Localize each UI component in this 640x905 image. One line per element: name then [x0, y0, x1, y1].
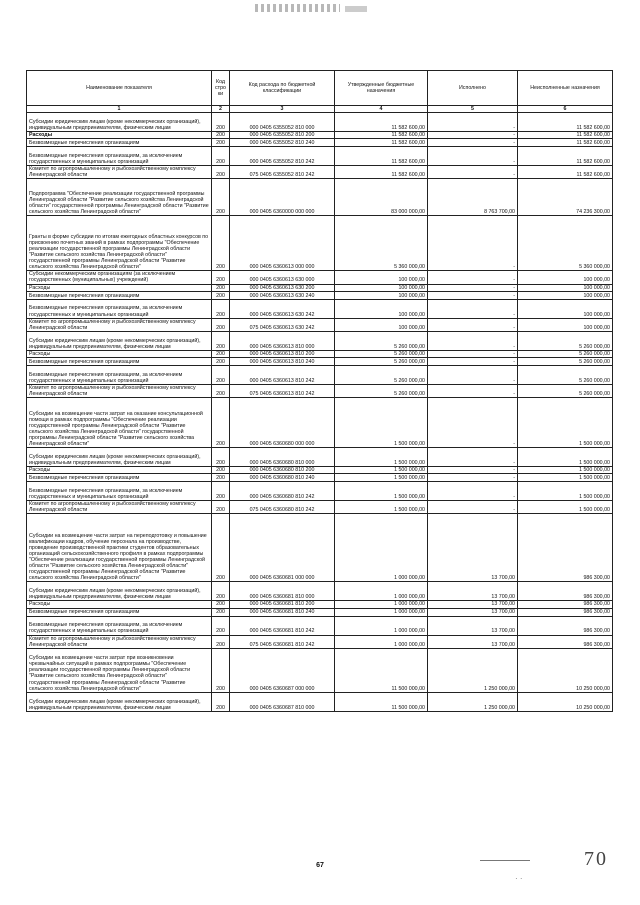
cell-approved: 5 260 000,00 [335, 365, 428, 384]
cell-approved: 1 500 000,00 [335, 398, 428, 448]
cell-code: 000 0405 6360681 810 200 [230, 601, 335, 608]
cell-executed: 13 700,00 [428, 514, 518, 582]
table-row [27, 608, 613, 616]
cell-line: 200 [212, 132, 230, 139]
cell-line: 200 [212, 384, 230, 397]
cell-name: Безвозмездные перечисления организациям, за исключением государственных и муниципальных организаций [27, 616, 212, 635]
cell-name: Безвозмездные перечисления организациям, за исключением государственных и муниципальных организаций [27, 147, 212, 166]
cell-approved: 1 000 000,00 [335, 616, 428, 635]
cell-unexecuted: 5 260 000,00 [518, 384, 613, 397]
table-row [27, 384, 613, 397]
budget-table [26, 70, 613, 712]
table-row [27, 398, 613, 448]
cell-code: 000 0405 6360681 810 000 [230, 582, 335, 601]
cell-unexecuted: 100 000,00 [518, 318, 613, 331]
cell-name: Расходы [27, 132, 212, 139]
cell-executed: - [428, 501, 518, 514]
cell-executed: 13 700,00 [428, 608, 518, 616]
cell-line: 200 [212, 398, 230, 448]
cell-line: 200 [212, 501, 230, 514]
column-index: 4 [335, 106, 428, 113]
cell-approved: 100 000,00 [335, 291, 428, 299]
cell-unexecuted: 1 500 000,00 [518, 474, 613, 482]
cell-approved: 1 500 000,00 [335, 448, 428, 467]
cell-executed: - [428, 448, 518, 467]
cell-name: Комитет по агропромышленному и рыбохозяйственному комплексу Ленинградской области [27, 166, 212, 179]
cell-executed: 1 250 000,00 [428, 648, 518, 692]
cell-code: 075 0405 6360613 630 242 [230, 318, 335, 331]
column-index: 6 [518, 106, 613, 113]
cell-executed: - [428, 147, 518, 166]
cell-name: Расходы [27, 350, 212, 357]
cell-line: 200 [212, 299, 230, 318]
table-row [27, 216, 613, 271]
cell-line: 200 [212, 648, 230, 692]
cell-approved: 11 582 600,00 [335, 132, 428, 139]
cell-unexecuted: 1 500 000,00 [518, 467, 613, 474]
cell-executed: - [428, 350, 518, 357]
cell-name: Безвозмездные перечисления организациям [27, 357, 212, 365]
cell-approved: 5 360 000,00 [335, 216, 428, 271]
cell-name: Расходы [27, 284, 212, 291]
cell-approved: 83 000 000,00 [335, 179, 428, 216]
cell-code: 000 0405 6360680 000 000 [230, 398, 335, 448]
cell-code: 075 0405 6355052 810 242 [230, 166, 335, 179]
cell-executed: - [428, 365, 518, 384]
cell-approved: 1 500 000,00 [335, 482, 428, 501]
cell-unexecuted: 11 582 600,00 [518, 139, 613, 147]
cell-name: Субсидии на возмещение части затрат при возникновении чрезвычайных ситуаций в рамках подпрограммы "Обеспечение реализации государственной программы Ленинградской области "Развитие сельского хозяйства Ленинградской области" государственной программы Ленинградской области "Развитие сельского хозяйства Ленинградской области" [27, 648, 212, 692]
cell-name: Расходы [27, 467, 212, 474]
cell-executed: - [428, 467, 518, 474]
cell-name: Безвозмездные перечисления организациям, за исключением государственных и муниципальных организаций [27, 365, 212, 384]
table-row [27, 648, 613, 692]
cell-executed: - [428, 482, 518, 501]
table-row [27, 291, 613, 299]
cell-executed: - [428, 271, 518, 284]
cell-approved: 11 500 000,00 [335, 648, 428, 692]
cell-approved: 5 260 000,00 [335, 384, 428, 397]
cell-name: Безвозмездные перечисления организациям [27, 139, 212, 147]
cell-name: Субсидии на возмещение части затрат на оказание консультационной помощи в рамках подпрограммы "Обеспечение реализации государственной программы Ленинградской области "Развитие сельского хозяйства Ленинградской области" государственной программы Ленинградской области "Развитие сельского хозяйства Ленинградской области" [27, 398, 212, 448]
cell-approved: 1 500 000,00 [335, 474, 428, 482]
cell-code: 000 0405 6360681 810 240 [230, 608, 335, 616]
cell-line: 200 [212, 357, 230, 365]
cell-name: Субсидии юридическим лицам (кроме некоммерческих организаций), индивидуальным предпринимателям, физическим лицам [27, 692, 212, 711]
cell-approved: 1 000 000,00 [335, 582, 428, 601]
table-row [27, 474, 613, 482]
cell-code: 000 0405 6360613 630 240 [230, 291, 335, 299]
cell-line: 200 [212, 350, 230, 357]
cell-executed: - [428, 132, 518, 139]
cell-unexecuted: 986 300,00 [518, 616, 613, 635]
cell-name: Субсидии на возмещение части затрат на переподготовку и повышение квалификации кадров, обучение персонала на производстве, проведение производственной практики студентов образовательных организаций сельскохозяйственного профиля в рамках подпрограммы "Обеспечение реализации государственной программы Ленинградской области "Развитие сельского хозяйства Ленинградской области" государственной программы Ленинградской области "Развитие сельского хозяйства Ленинградской области" [27, 514, 212, 582]
cell-approved: 1 000 000,00 [335, 514, 428, 582]
cell-executed: - [428, 139, 518, 147]
cell-approved: 11 582 600,00 [335, 147, 428, 166]
cell-line: 200 [212, 616, 230, 635]
cell-approved: 5 260 000,00 [335, 357, 428, 365]
table-row [27, 350, 613, 357]
cell-executed: - [428, 299, 518, 318]
cell-executed: 13 700,00 [428, 601, 518, 608]
cell-name: Субсидии юридическим лицам (кроме некоммерческих организаций), индивидуальным предпринимателям, физическим лицам [27, 448, 212, 467]
cell-code: 000 0405 6360687 810 000 [230, 692, 335, 711]
cell-unexecuted: 986 300,00 [518, 582, 613, 601]
cell-executed: - [428, 216, 518, 271]
cell-name: Комитет по агропромышленному и рыбохозяйственному комплексу Ленинградской области [27, 384, 212, 397]
cell-line: 200 [212, 166, 230, 179]
cell-line: 200 [212, 692, 230, 711]
cell-name: Субсидии юридическим лицам (кроме некоммерческих организаций), индивидуальным предпринимателям, физическим лицам [27, 331, 212, 350]
table-row [27, 271, 613, 284]
cell-unexecuted: 5 260 000,00 [518, 350, 613, 357]
cell-code: 000 0405 6360681 000 000 [230, 514, 335, 582]
cell-approved: 11 500 000,00 [335, 692, 428, 711]
cell-approved: 1 500 000,00 [335, 501, 428, 514]
cell-unexecuted: 986 300,00 [518, 635, 613, 648]
cell-code: 000 0405 6360680 810 240 [230, 474, 335, 482]
cell-unexecuted: 11 582 600,00 [518, 132, 613, 139]
page-number: 67 [316, 862, 324, 869]
cell-code: 000 0405 6360613 810 240 [230, 357, 335, 365]
cell-code: 000 0405 6360680 810 200 [230, 467, 335, 474]
table-row [27, 357, 613, 365]
cell-code: 000 0405 6355052 810 000 [230, 113, 335, 132]
cell-executed: - [428, 331, 518, 350]
cell-approved: 5 260 000,00 [335, 331, 428, 350]
cell-unexecuted: 10 250 000,00 [518, 692, 613, 711]
cell-code: 000 0405 6360613 630 242 [230, 299, 335, 318]
handwritten-mark [480, 860, 530, 861]
cell-executed: - [428, 113, 518, 132]
table-row [27, 331, 613, 350]
cell-executed: - [428, 318, 518, 331]
cell-unexecuted: 1 500 000,00 [518, 448, 613, 467]
column-index: 5 [428, 106, 518, 113]
cell-name: Безвозмездные перечисления организациям [27, 291, 212, 299]
cell-approved: 11 582 600,00 [335, 166, 428, 179]
cell-executed: 13 700,00 [428, 616, 518, 635]
cell-line: 200 [212, 216, 230, 271]
cell-executed: - [428, 384, 518, 397]
cell-code: 000 0405 6360680 810 000 [230, 448, 335, 467]
table-row [27, 166, 613, 179]
scan-artifact [345, 6, 367, 12]
table-row [27, 601, 613, 608]
cell-code: 000 0405 6360613 630 200 [230, 284, 335, 291]
cell-unexecuted: 986 300,00 [518, 601, 613, 608]
cell-name: Комитет по агропромышленному и рыбохозяйственному комплексу Ленинградской области [27, 318, 212, 331]
cell-unexecuted: 11 582 600,00 [518, 166, 613, 179]
table-row [27, 501, 613, 514]
cell-line: 200 [212, 365, 230, 384]
table-row [27, 635, 613, 648]
cell-executed: 13 700,00 [428, 582, 518, 601]
cell-unexecuted: 986 300,00 [518, 514, 613, 582]
cell-name: Безвозмездные перечисления организациям, за исключением государственных и муниципальных организаций [27, 299, 212, 318]
cell-code: 075 0405 6360681 810 242 [230, 635, 335, 648]
cell-unexecuted: 11 582 600,00 [518, 113, 613, 132]
cell-executed: - [428, 166, 518, 179]
cell-line: 200 [212, 331, 230, 350]
table-row [27, 139, 613, 147]
cell-code: 000 0405 6360613 000 000 [230, 216, 335, 271]
header-unexecuted: Неисполненные назначения [518, 71, 613, 106]
cell-executed: 13 700,00 [428, 635, 518, 648]
cell-code: 000 0405 6360681 810 242 [230, 616, 335, 635]
cell-unexecuted: 74 236 300,00 [518, 179, 613, 216]
cell-approved: 5 260 000,00 [335, 350, 428, 357]
cell-code: 000 0405 6360613 810 200 [230, 350, 335, 357]
cell-line: 200 [212, 284, 230, 291]
cell-code: 075 0405 6360680 810 242 [230, 501, 335, 514]
cell-unexecuted: 1 500 000,00 [518, 482, 613, 501]
header-approved: Утвержденные бюджетные назначения [335, 71, 428, 106]
cell-code: 075 0405 6360613 810 242 [230, 384, 335, 397]
table-row [27, 514, 613, 582]
cell-unexecuted: 1 500 000,00 [518, 398, 613, 448]
cell-executed: - [428, 291, 518, 299]
cell-name: Безвозмездные перечисления организациям, за исключением государственных и муниципальных организаций [27, 482, 212, 501]
cell-line: 200 [212, 514, 230, 582]
cell-approved: 100 000,00 [335, 318, 428, 331]
cell-unexecuted: 986 300,00 [518, 608, 613, 616]
cell-line: 200 [212, 271, 230, 284]
cell-executed: - [428, 474, 518, 482]
table-row [27, 482, 613, 501]
handwritten-mark: · · [515, 874, 523, 883]
cell-line: 200 [212, 318, 230, 331]
column-index-row [27, 106, 613, 113]
column-index: 3 [230, 106, 335, 113]
cell-line: 200 [212, 467, 230, 474]
cell-approved: 1 000 000,00 [335, 635, 428, 648]
cell-executed: 8 763 700,00 [428, 179, 518, 216]
cell-line: 200 [212, 291, 230, 299]
table-row [27, 179, 613, 216]
table-row [27, 616, 613, 635]
table-row [27, 318, 613, 331]
table-row [27, 284, 613, 291]
cell-approved: 1 500 000,00 [335, 467, 428, 474]
cell-name: Субсидии юридическим лицам (кроме некоммерческих организаций), индивидуальным предпринимателям, физическим лицам [27, 582, 212, 601]
cell-approved: 1 000 000,00 [335, 601, 428, 608]
cell-code: 000 0405 6360613 810 242 [230, 365, 335, 384]
cell-approved: 1 000 000,00 [335, 608, 428, 616]
cell-unexecuted: 5 260 000,00 [518, 331, 613, 350]
cell-code: 000 0405 6355052 810 242 [230, 147, 335, 166]
column-index: 1 [27, 106, 212, 113]
cell-line: 200 [212, 147, 230, 166]
cell-unexecuted: 100 000,00 [518, 291, 613, 299]
cell-executed: - [428, 398, 518, 448]
cell-unexecuted: 1 500 000,00 [518, 501, 613, 514]
cell-line: 200 [212, 113, 230, 132]
table-row [27, 692, 613, 711]
cell-executed: - [428, 284, 518, 291]
cell-name: Безвозмездные перечисления организациям [27, 608, 212, 616]
cell-unexecuted: 11 582 600,00 [518, 147, 613, 166]
header-executed: Исполнено [428, 71, 518, 106]
table-row [27, 448, 613, 467]
cell-name: Безвозмездные перечисления организациям [27, 474, 212, 482]
cell-code: 000 0405 6360680 810 242 [230, 482, 335, 501]
page-stamp: 70 [584, 848, 608, 870]
cell-line: 200 [212, 482, 230, 501]
header-code: Код расхода по бюджетной классификации [230, 71, 335, 106]
cell-line: 200 [212, 582, 230, 601]
cell-line: 200 [212, 139, 230, 147]
header-name: Наименование показателя [27, 71, 212, 106]
cell-unexecuted: 100 000,00 [518, 299, 613, 318]
cell-line: 200 [212, 179, 230, 216]
cell-line: 200 [212, 474, 230, 482]
cell-approved: 11 582 600,00 [335, 139, 428, 147]
cell-approved: 11 582 600,00 [335, 113, 428, 132]
cell-unexecuted: 5 260 000,00 [518, 357, 613, 365]
cell-unexecuted: 100 000,00 [518, 284, 613, 291]
table-row [27, 365, 613, 384]
table-row [27, 147, 613, 166]
cell-approved: 100 000,00 [335, 299, 428, 318]
cell-line: 200 [212, 601, 230, 608]
cell-code: 000 0405 6360687 000 000 [230, 648, 335, 692]
cell-line: 200 [212, 608, 230, 616]
cell-executed: - [428, 357, 518, 365]
cell-unexecuted: 100 000,00 [518, 271, 613, 284]
table-row [27, 113, 613, 132]
header-line: Код стро ки [212, 71, 230, 106]
table-row [27, 582, 613, 601]
cell-line: 200 [212, 635, 230, 648]
cell-name: Субсидии юридическим лицам (кроме некоммерческих организаций), индивидуальным предпринимателям, физическим лицам [27, 113, 212, 132]
table-header-row [27, 71, 613, 106]
scan-artifact [255, 4, 340, 12]
table-row [27, 299, 613, 318]
cell-code: 000 0405 6355052 810 240 [230, 139, 335, 147]
cell-executed: 1 250 000,00 [428, 692, 518, 711]
cell-name: Комитет по агропромышленному и рыбохозяйственному комплексу Ленинградской области [27, 635, 212, 648]
cell-code: 000 0405 6360000 000 000 [230, 179, 335, 216]
table-row [27, 467, 613, 474]
cell-code: 000 0405 6355052 810 200 [230, 132, 335, 139]
column-index: 2 [212, 106, 230, 113]
cell-code: 000 0405 6360613 810 000 [230, 331, 335, 350]
cell-name: Гранты в форме субсидии по итогам ежегодных областных конкурсов по присвоению почетных званий в рамках подпрограммы "Обеспечение реализации государственной программы Ленинградской области "Развитие сельского хозяйства Ленинградской области" государственной программы Ленинградской области "Развитие сельского хозяйства Ленинградской области" [27, 216, 212, 271]
cell-unexecuted: 5 260 000,00 [518, 365, 613, 384]
cell-unexecuted: 10 250 000,00 [518, 648, 613, 692]
table-body [27, 113, 613, 712]
cell-approved: 100 000,00 [335, 284, 428, 291]
cell-approved: 100 000,00 [335, 271, 428, 284]
cell-code: 000 0405 6360613 630 000 [230, 271, 335, 284]
cell-name: Подпрограмма "Обеспечение реализации государственной программы Ленинградской области "Развитие сельского хозяйства Ленинградской области" государственной программы Ленинградской области "Развитие сельского хозяйства Ленинградской области" [27, 179, 212, 216]
cell-unexecuted: 5 360 000,00 [518, 216, 613, 271]
cell-line: 200 [212, 448, 230, 467]
table-row [27, 132, 613, 139]
cell-name: Комитет по агропромышленному и рыбохозяйственному комплексу Ленинградской области [27, 501, 212, 514]
cell-name: Расходы [27, 601, 212, 608]
cell-name: Субсидии некоммерческим организациям (за исключением государственных (муниципальных) учреждений) [27, 271, 212, 284]
